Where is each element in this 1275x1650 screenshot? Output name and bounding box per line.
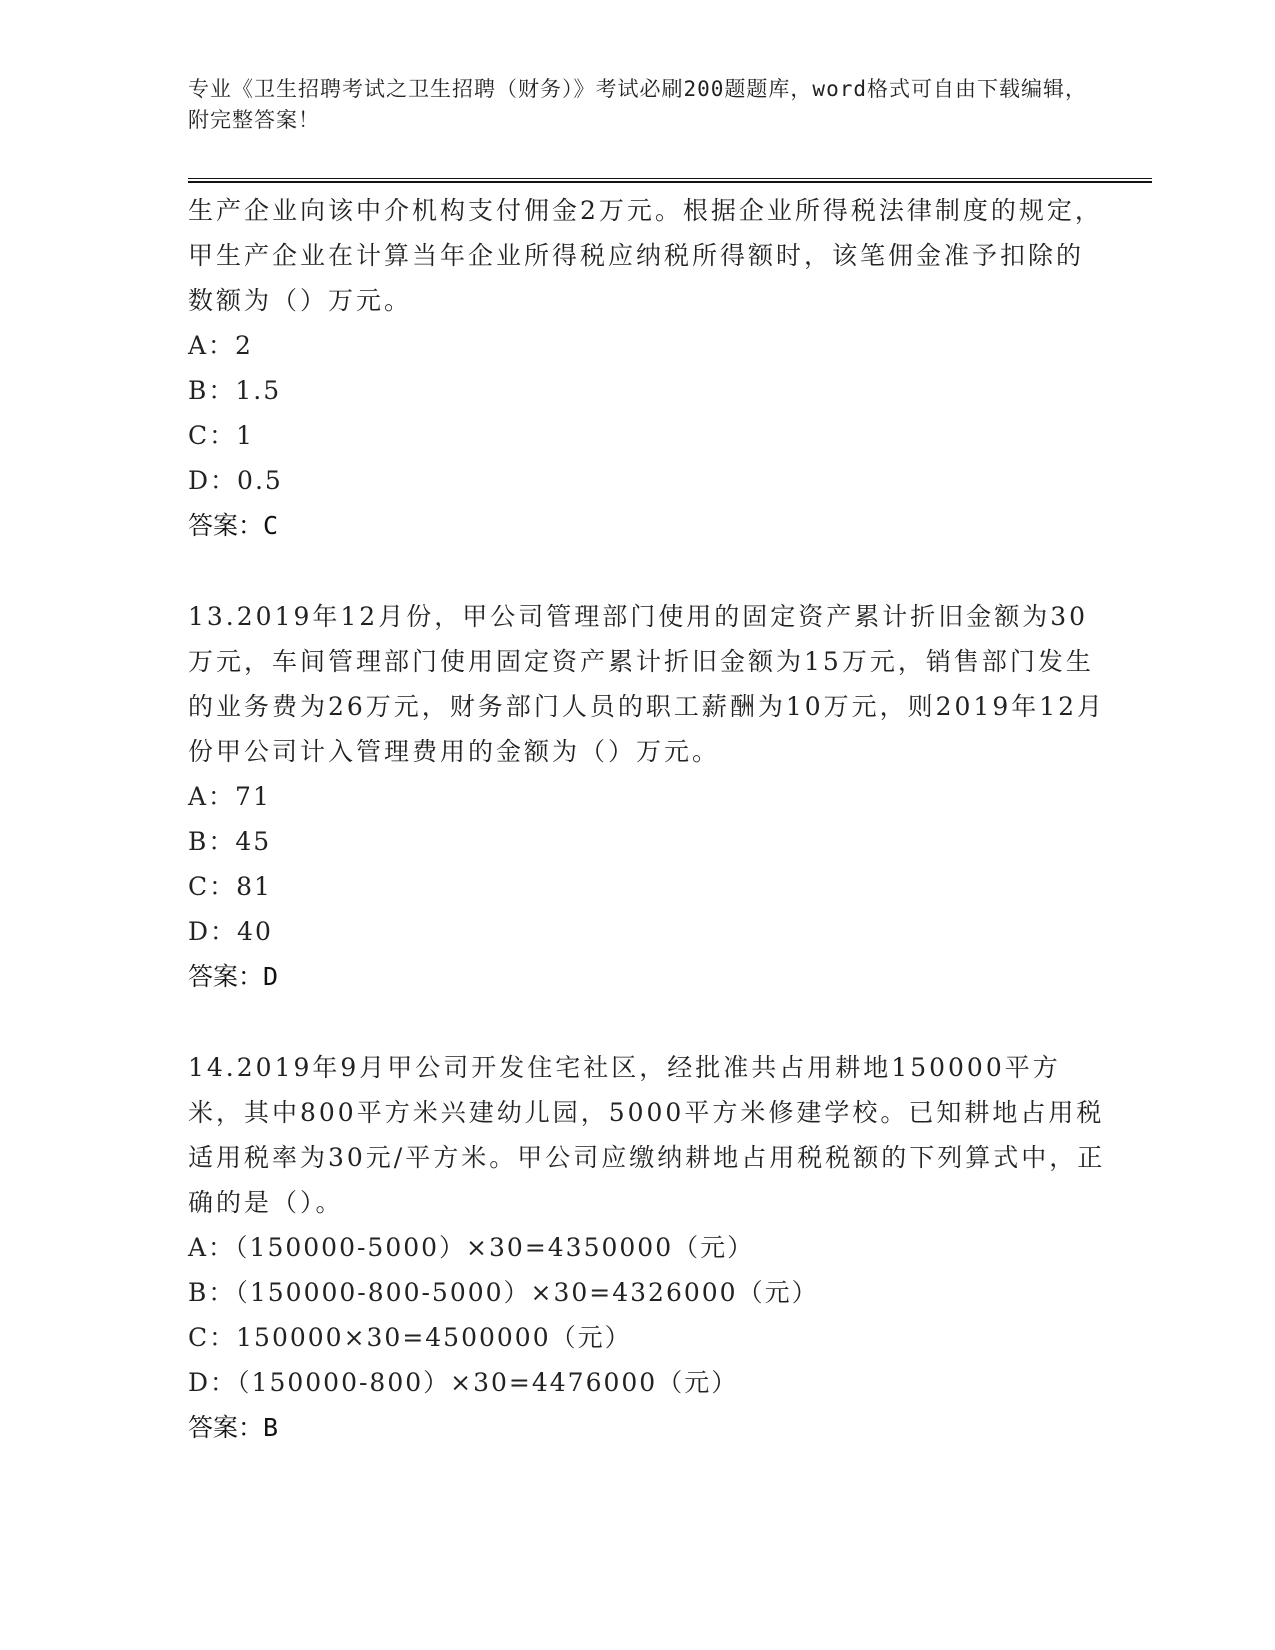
- option-b: B：1.5: [188, 376, 282, 405]
- option-d: D：40: [188, 917, 273, 946]
- question-13: [188, 594, 1108, 999]
- header-divider: [188, 178, 1152, 183]
- question-stem: 13.2019年12月份，甲公司管理部门使用的固定资产累计折旧金额为30万元，车间管理部门使用固定资产累计折旧金额为15万元，销售部门发生的业务费为26万元，财务部门人员的职工薪酬为10万元，则2019年12月份甲公司计入管理费用的金额为（）万元。: [188, 602, 1106, 766]
- option-c: C：1: [188, 421, 255, 450]
- option-a: A：（150000-5000）×30=4350000（元）: [188, 1233, 755, 1262]
- question-stem: 生产企业向该中介机构支付佣金2万元。根据企业所得税法律制度的规定，甲生产企业在计算当年企业所得税应纳税所得额时，该笔佣金准予扣除的数额为（）万元。: [188, 196, 1103, 315]
- page-header: 专业《卫生招聘考试之卫生招聘（财务）》考试必刷200题题库，word格式可自由下载编辑，附完整答案！: [188, 77, 1087, 132]
- document-body: [188, 188, 1108, 1450]
- question-14: [188, 1045, 1108, 1450]
- option-c: C：81: [188, 872, 272, 901]
- answer: 答案：C: [188, 511, 279, 540]
- answer: 答案：B: [188, 1413, 279, 1442]
- option-a: A：71: [188, 782, 271, 811]
- option-d: D：0.5: [188, 466, 283, 495]
- option-d: D：（150000-800）×30=4476000（元）: [188, 1368, 739, 1397]
- spacer: [188, 548, 1108, 594]
- option-b: B：（150000-800-5000）×30=4326000（元）: [188, 1278, 819, 1307]
- spacer: [188, 999, 1108, 1045]
- option-b: B：45: [188, 827, 272, 856]
- answer: 答案：D: [188, 962, 279, 991]
- question-stem: 14.2019年9月甲公司开发住宅社区，经批准共占用耕地150000平方米，其中800平方米兴建幼儿园，5000平方米修建学校。已知耕地占用税适用税率为30元/平方米。甲公司应缴纳耕地占用税税额的下列算式中，正确的是（）。: [188, 1053, 1106, 1217]
- option-a: A：2: [188, 331, 253, 360]
- question-12: [188, 188, 1108, 548]
- option-c: C：150000×30=4500000（元）: [188, 1323, 632, 1352]
